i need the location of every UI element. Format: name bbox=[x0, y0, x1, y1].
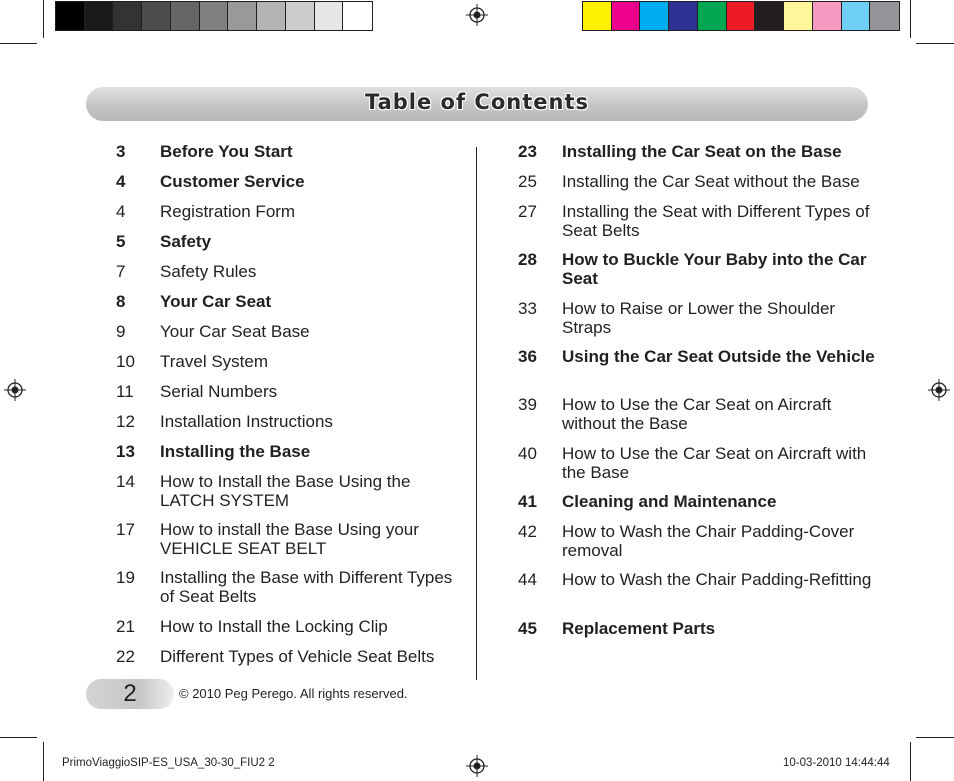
toc-page-number: 22 bbox=[116, 647, 135, 666]
toc-entry-title: Different Types of Vehicle Seat Belts bbox=[160, 647, 435, 666]
toc-entry-title: Safety bbox=[160, 232, 212, 251]
toc-entry[interactable] bbox=[518, 347, 883, 387]
toc-entry-title: How to Install the Base Using the LATCH SYSTEM bbox=[160, 472, 411, 510]
color-swatch bbox=[56, 2, 85, 30]
registration-mark-icon bbox=[466, 755, 488, 777]
toc-page-number: 9 bbox=[116, 322, 126, 341]
toc-entry-title: How to Wash the Chair Padding-Refitting bbox=[562, 570, 872, 589]
registration-mark-icon bbox=[466, 4, 488, 26]
toc-entry-title: Installing the Base bbox=[160, 442, 311, 461]
toc-entry-title: How to install the Base Using your VEHICLE SEAT BELT bbox=[160, 520, 419, 558]
toc-page-number: 25 bbox=[518, 172, 537, 191]
toc-entry-title: Installation Instructions bbox=[160, 412, 333, 431]
color-swatch bbox=[228, 2, 257, 30]
column-divider bbox=[476, 147, 477, 680]
toc-entry-title: Installing the Seat with Different Types of Seat Belts bbox=[562, 202, 870, 240]
crop-mark bbox=[916, 43, 954, 44]
toc-page-number: 12 bbox=[116, 412, 135, 431]
color-swatch bbox=[286, 2, 315, 30]
color-swatch bbox=[755, 2, 784, 30]
gray-calibration-bar bbox=[55, 1, 373, 31]
toc-entry[interactable] bbox=[518, 202, 883, 242]
toc-page-number: 41 bbox=[518, 492, 537, 511]
toc-entry[interactable] bbox=[518, 395, 883, 435]
toc-entry-title: Before You Start bbox=[160, 142, 293, 161]
toc-page-number: 10 bbox=[116, 352, 135, 371]
toc-entry-title: Travel System bbox=[160, 352, 269, 371]
toc-entry[interactable] bbox=[518, 250, 883, 290]
crop-mark bbox=[43, 0, 44, 38]
registration-mark-icon bbox=[4, 379, 26, 401]
toc-page-number: 4 bbox=[116, 202, 126, 221]
toc-page-number: 8 bbox=[116, 292, 126, 311]
title-banner bbox=[86, 87, 868, 121]
copyright-notice: © 2010 Peg Perego. All rights reserved. bbox=[179, 686, 408, 701]
toc-page-number: 3 bbox=[116, 142, 126, 161]
crop-mark bbox=[0, 737, 37, 738]
toc-entry-title: How to Buckle Your Baby into the Car Seat bbox=[562, 250, 867, 288]
color-swatch bbox=[640, 2, 669, 30]
registration-mark-icon bbox=[928, 379, 950, 401]
crop-mark bbox=[910, 742, 911, 781]
toc-page-number: 44 bbox=[518, 570, 537, 589]
color-swatch bbox=[669, 2, 698, 30]
toc-entry[interactable] bbox=[518, 299, 883, 339]
toc-entry-title: Customer Service bbox=[160, 172, 305, 191]
toc-page-number: 11 bbox=[116, 382, 134, 401]
toc-page-number: 40 bbox=[518, 444, 537, 463]
toc-page-number: 33 bbox=[518, 299, 537, 318]
crop-mark bbox=[43, 742, 44, 781]
toc-entry-title: Registration Form bbox=[160, 202, 296, 221]
toc-entry-title: Installing the Car Seat without the Base bbox=[562, 172, 860, 191]
toc-page-number: 42 bbox=[518, 522, 537, 541]
toc-page-number: 17 bbox=[116, 520, 135, 539]
toc-page-number: 36 bbox=[518, 347, 537, 366]
toc-entry-title: Installing the Base with Different Types of Seat Belts bbox=[160, 568, 453, 606]
color-swatch bbox=[784, 2, 813, 30]
color-swatch bbox=[257, 2, 286, 30]
toc-page-number: 13 bbox=[116, 442, 135, 461]
color-swatch bbox=[85, 2, 114, 30]
toc-entry[interactable] bbox=[116, 568, 461, 608]
color-swatch bbox=[727, 2, 756, 30]
toc-entry-title: Your Car Seat bbox=[160, 292, 272, 311]
color-swatch bbox=[612, 2, 641, 30]
toc-page-number: 5 bbox=[116, 232, 126, 251]
color-swatch bbox=[870, 2, 899, 30]
toc-page-number: 14 bbox=[116, 472, 135, 491]
toc-page-number: 21 bbox=[116, 617, 135, 636]
crop-mark bbox=[0, 43, 37, 44]
toc-entry-title: Using the Car Seat Outside the Vehicle bbox=[562, 347, 875, 366]
toc-entry-title: Serial Numbers bbox=[160, 382, 278, 401]
color-calibration-bar bbox=[582, 1, 900, 31]
toc-entry-title: How to Use the Car Seat on Aircraft with the Base bbox=[562, 444, 867, 482]
print-slug-filename: PrimoViaggioSIP-ES_USA_30-30_FIU2 2 bbox=[62, 757, 275, 769]
toc-entry-title: How to Wash the Chair Padding-Cover removal bbox=[562, 522, 855, 560]
toc-entry[interactable] bbox=[518, 444, 883, 484]
toc-page-number: 28 bbox=[518, 250, 537, 269]
page-number-badge bbox=[86, 679, 174, 709]
toc-page-number: 39 bbox=[518, 395, 537, 414]
toc-entry-title: How to Use the Car Seat on Aircraft without the Base bbox=[562, 395, 832, 433]
toc-entry[interactable] bbox=[116, 520, 461, 560]
toc-page-number: 23 bbox=[518, 142, 537, 161]
toc-page-number: 7 bbox=[116, 262, 126, 281]
color-swatch bbox=[842, 2, 871, 30]
crop-mark bbox=[910, 0, 911, 38]
toc-entry-title: Replacement Parts bbox=[562, 619, 716, 638]
color-swatch bbox=[200, 2, 229, 30]
toc-entry[interactable] bbox=[518, 619, 883, 659]
page-title: Table of Contents bbox=[364, 90, 589, 114]
toc-entry-title: Cleaning and Maintenance bbox=[562, 492, 777, 511]
color-swatch bbox=[583, 2, 612, 30]
toc-page-number: 19 bbox=[116, 568, 135, 587]
toc-entry-title: How to Raise or Lower the Shoulder Straps bbox=[562, 299, 836, 337]
toc-entry-title: Your Car Seat Base bbox=[160, 322, 310, 341]
toc-entry-title: Safety Rules bbox=[160, 262, 257, 281]
color-swatch bbox=[171, 2, 200, 30]
toc-entry[interactable] bbox=[518, 522, 883, 562]
toc-entry-title: How to Install the Locking Clip bbox=[160, 617, 388, 636]
toc-entry[interactable] bbox=[518, 570, 883, 610]
toc-page-number: 4 bbox=[116, 172, 126, 191]
color-swatch bbox=[315, 2, 344, 30]
color-swatch bbox=[698, 2, 727, 30]
toc-page-number: 27 bbox=[518, 202, 537, 221]
toc-entry[interactable] bbox=[116, 472, 461, 512]
color-swatch bbox=[142, 2, 171, 30]
print-slug-timestamp: 10-03-2010 14:44:44 bbox=[783, 757, 890, 769]
crop-mark bbox=[916, 737, 954, 738]
color-swatch bbox=[113, 2, 142, 30]
page-number: 2 bbox=[123, 680, 137, 707]
color-swatch bbox=[343, 2, 372, 30]
color-swatch bbox=[813, 2, 842, 30]
toc-entry-title: Installing the Car Seat on the Base bbox=[562, 142, 842, 161]
toc-page-number: 45 bbox=[518, 619, 537, 638]
